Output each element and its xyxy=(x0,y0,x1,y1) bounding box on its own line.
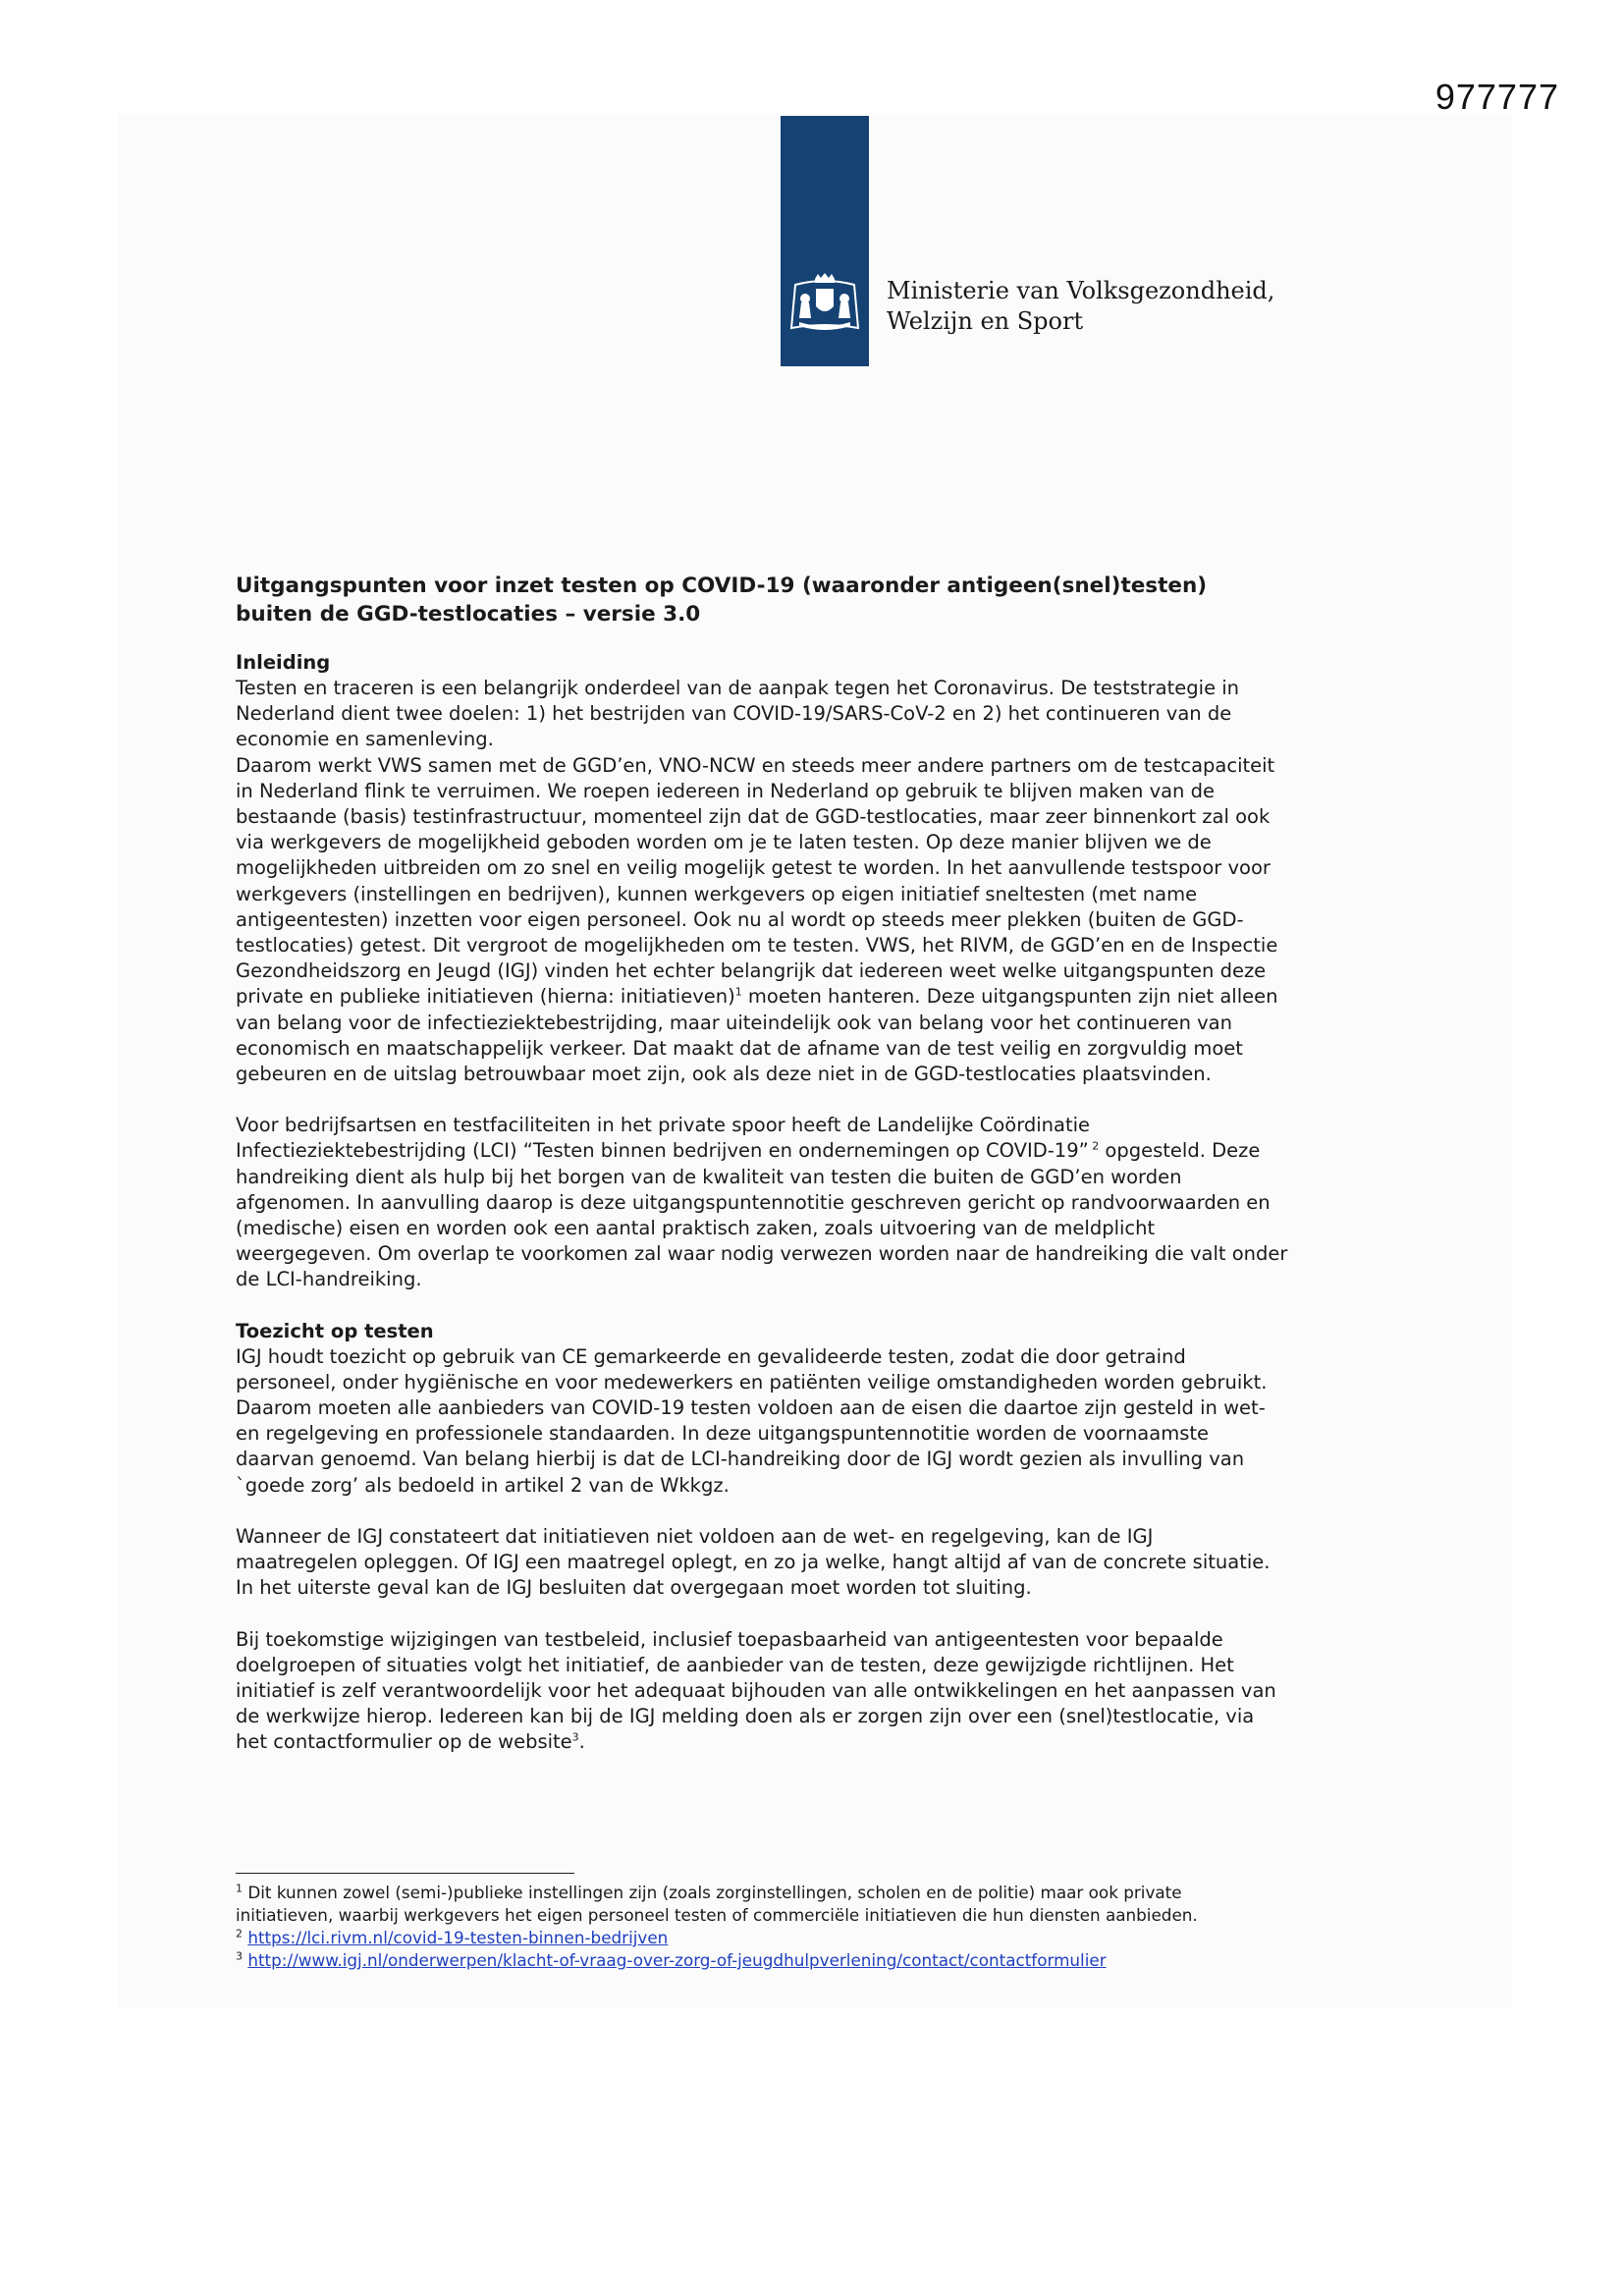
footnote-divider xyxy=(236,1873,574,1874)
inleiding-paragraph-2 xyxy=(236,1113,1414,1292)
footnote-ref-1[interactable]: 1 xyxy=(734,985,742,999)
document-body xyxy=(236,572,1414,1756)
footnote-ref-3[interactable]: 3 xyxy=(571,1730,579,1744)
inleiding-paragraph-1 xyxy=(236,676,1414,1087)
toezicht-paragraph-3 xyxy=(236,1627,1414,1756)
footnote-3-number: 3 xyxy=(236,1949,243,1963)
footnote-2 xyxy=(236,1927,1414,1949)
inleiding-paragraph-1-text: Testen en traceren is een belangrijk onderdeel van de aanpak tegen het Coronavirus. De teststrategie in Nederland dient twee doelen: 1) het bestrijden van COVID-19/SARS-CoV-2 en 2) het continueren van de economie en samenleving. Daarom werkt VWS samen met de GGD’en, VNO-NCW en steeds meer andere partners om de testcapaciteit in Nederland flink te verruimen. We roepen iedereen in Nederland op gebruik te blijven maken van de bestaande (basis) testinfrastructuur, momenteel zijn dat de GGD-testlocaties, maar zeer binnenkort zal ook via werkgevers de mogelijkheid geboden worden om je te laten testen. Op deze manier blijven we de mogelijkheden uitbreiden om zo snel en veilig mogelijk getest te worden. In het aanvullende testspoor voor werkgevers (instellingen en bedrijven), kunnen werkgevers op eigen initiatief sneltesten (met name antigeentesten) inzetten voor eigen personeel. Ook nu al wordt op steeds meer plekken (buiten de GGD- testlocaties) getest. Dit vergroot de mogelijkheden om te testen. VWS, het RIVM, de GGD’en en de Inspectie Gezondheidszorg en Jeugd (IGJ) vinden het echter belangrijk dat iedereen weet welke uitgangspunten deze private en publieke initiatieven (hierna: initiatieven) xyxy=(236,677,1278,1009)
toezicht-paragraph-1: IGJ houdt toezicht op gebruik van CE gemarkeerde en gevalideerde testen, zodat die door getraind personeel, onder hygiënische en voor medewerkers en patiënten veilige omstandigheden worden gebruikt. Daarom moeten alle aanbieders van COVID-19 testen voldoen aan de eisen die daartoe zijn gesteld in wet- en regelgeving en professionele standaarden. In deze uitgangspuntennotitie worden de voornaamste daarvan genoemd. Van belang hierbij is dat de LCI-handreiking door de IGJ wordt gezien als invulling van `goede zorg’ als bedoeld in artikel 2 van de Wkkgz. xyxy=(236,1344,1268,1497)
toezicht-paragraph-3-text: Bij toekomstige wijzigingen van testbeleid, inclusief toepasbaarheid van antigeentesten voor bepaalde doelgroepen of situaties volgt het initiatief, de aanbieder van de testen, deze gewijzigde richtlijnen. Het initiatief is zelf verantwoordelijk voor het adequaat bijhouden van alle ontwikkelingen en het aanpassen van de werkwijze hierop. Iedereen kan bij de IGJ melding doen als er zorgen zijn over een (snel)testlocatie, via het contactformulier op de website xyxy=(236,1627,1276,1754)
section-heading-toezicht: Toezicht op testen xyxy=(236,1319,434,1342)
ministry-name-line1: Ministerie van Volksgezondheid, xyxy=(887,277,1275,304)
toezicht-paragraph-3-end: . xyxy=(578,1730,585,1754)
rijksoverheid-logo-bar xyxy=(781,116,869,366)
footnote-1-text: Dit kunnen zowel (semi-)publieke instellingen zijn (zoals zorginstellingen, scholen en de politie) maar ook private initiatieven, waarbij werkgevers het eigen personeel testen of commerciële initiatieven die hun diensten aanbieden. xyxy=(236,1883,1198,1925)
document-title: Uitgangspunten voor inzet testen op COVID-19 (waaronder antigeen(snel)testen) buiten de GGD-testlocaties – versie 3.0 xyxy=(236,574,1208,627)
footnote-3 xyxy=(236,1949,1414,1972)
section-heading-inleiding: Inleiding xyxy=(236,651,331,674)
royal-coat-of-arms-icon xyxy=(785,273,864,334)
footnote-ref-2[interactable]: 2 xyxy=(1088,1139,1100,1153)
footnote-2-link[interactable]: https://lci.rivm.nl/covid-19-testen-binnen-bedrijven xyxy=(247,1928,669,1947)
document-id: 977777 xyxy=(1435,77,1559,117)
ministry-name xyxy=(887,276,1274,337)
inleiding-paragraph-1-rest: moeten hanteren. Deze uitgangspunten zijn niet alleen van belang voor de infectieziektebestrijding, maar uiteindelijk ook van belang voor het continueren van economisch en maatschappelijk verkeer. Dat maakt dat de afname van de test veilig en zorgvuldig moet gebeuren en de uitslag betrouwbaar moet zijn, ook als deze niet in de GGD-testlocaties plaatsvinden. xyxy=(236,985,1278,1086)
footnote-2-number: 2 xyxy=(236,1927,243,1941)
ministry-name-line2: Welzijn en Sport xyxy=(887,307,1084,335)
footnotes xyxy=(236,1873,1414,1972)
footnote-3-link[interactable]: http://www.igj.nl/onderwerpen/klacht-of-vraag-over-zorg-of-jeugdhulpverlening/contact/contactformulier xyxy=(247,1950,1107,1970)
inleiding-paragraph-2-text: Voor bedrijfsartsen en testfaciliteiten in het private spoor heeft de Landelijke Coördinatie Infectieziektebestrijding (LCI) “Testen binnen bedrijven en ondernemingen op COVID-19” xyxy=(236,1114,1091,1163)
toezicht-paragraph-2: Wanneer de IGJ constateert dat initiatieven niet voldoen aan de wet- en regelgeving, kan de IGJ maatregelen opleggen. Of IGJ een maatregel oplegt, en zo ja welke, hangt altijd af van de concrete situatie. In het uiterste geval kan de IGJ besluiten dat overgegaan moet worden tot sluiting. xyxy=(236,1524,1271,1600)
inleiding-paragraph-2-rest: opgesteld. Deze handreiking dient als hulp bij het borgen van de kwaliteit van testen die buiten de GGD’en worden afgenomen. In aanvulling daarop is deze uitgangspuntennotitie geschreven gericht op randvoorwaarden en (medische) eisen en worden ook een aantal praktisch zaken, zoals uitvoering van de meldplicht weergegeven. Om overlap te voorkomen zal waar nodig verwezen worden naar de handreiking die valt onder de LCI-handreiking. xyxy=(236,1139,1288,1291)
footnote-1 xyxy=(236,1882,1414,1927)
footnote-1-number: 1 xyxy=(236,1882,243,1895)
